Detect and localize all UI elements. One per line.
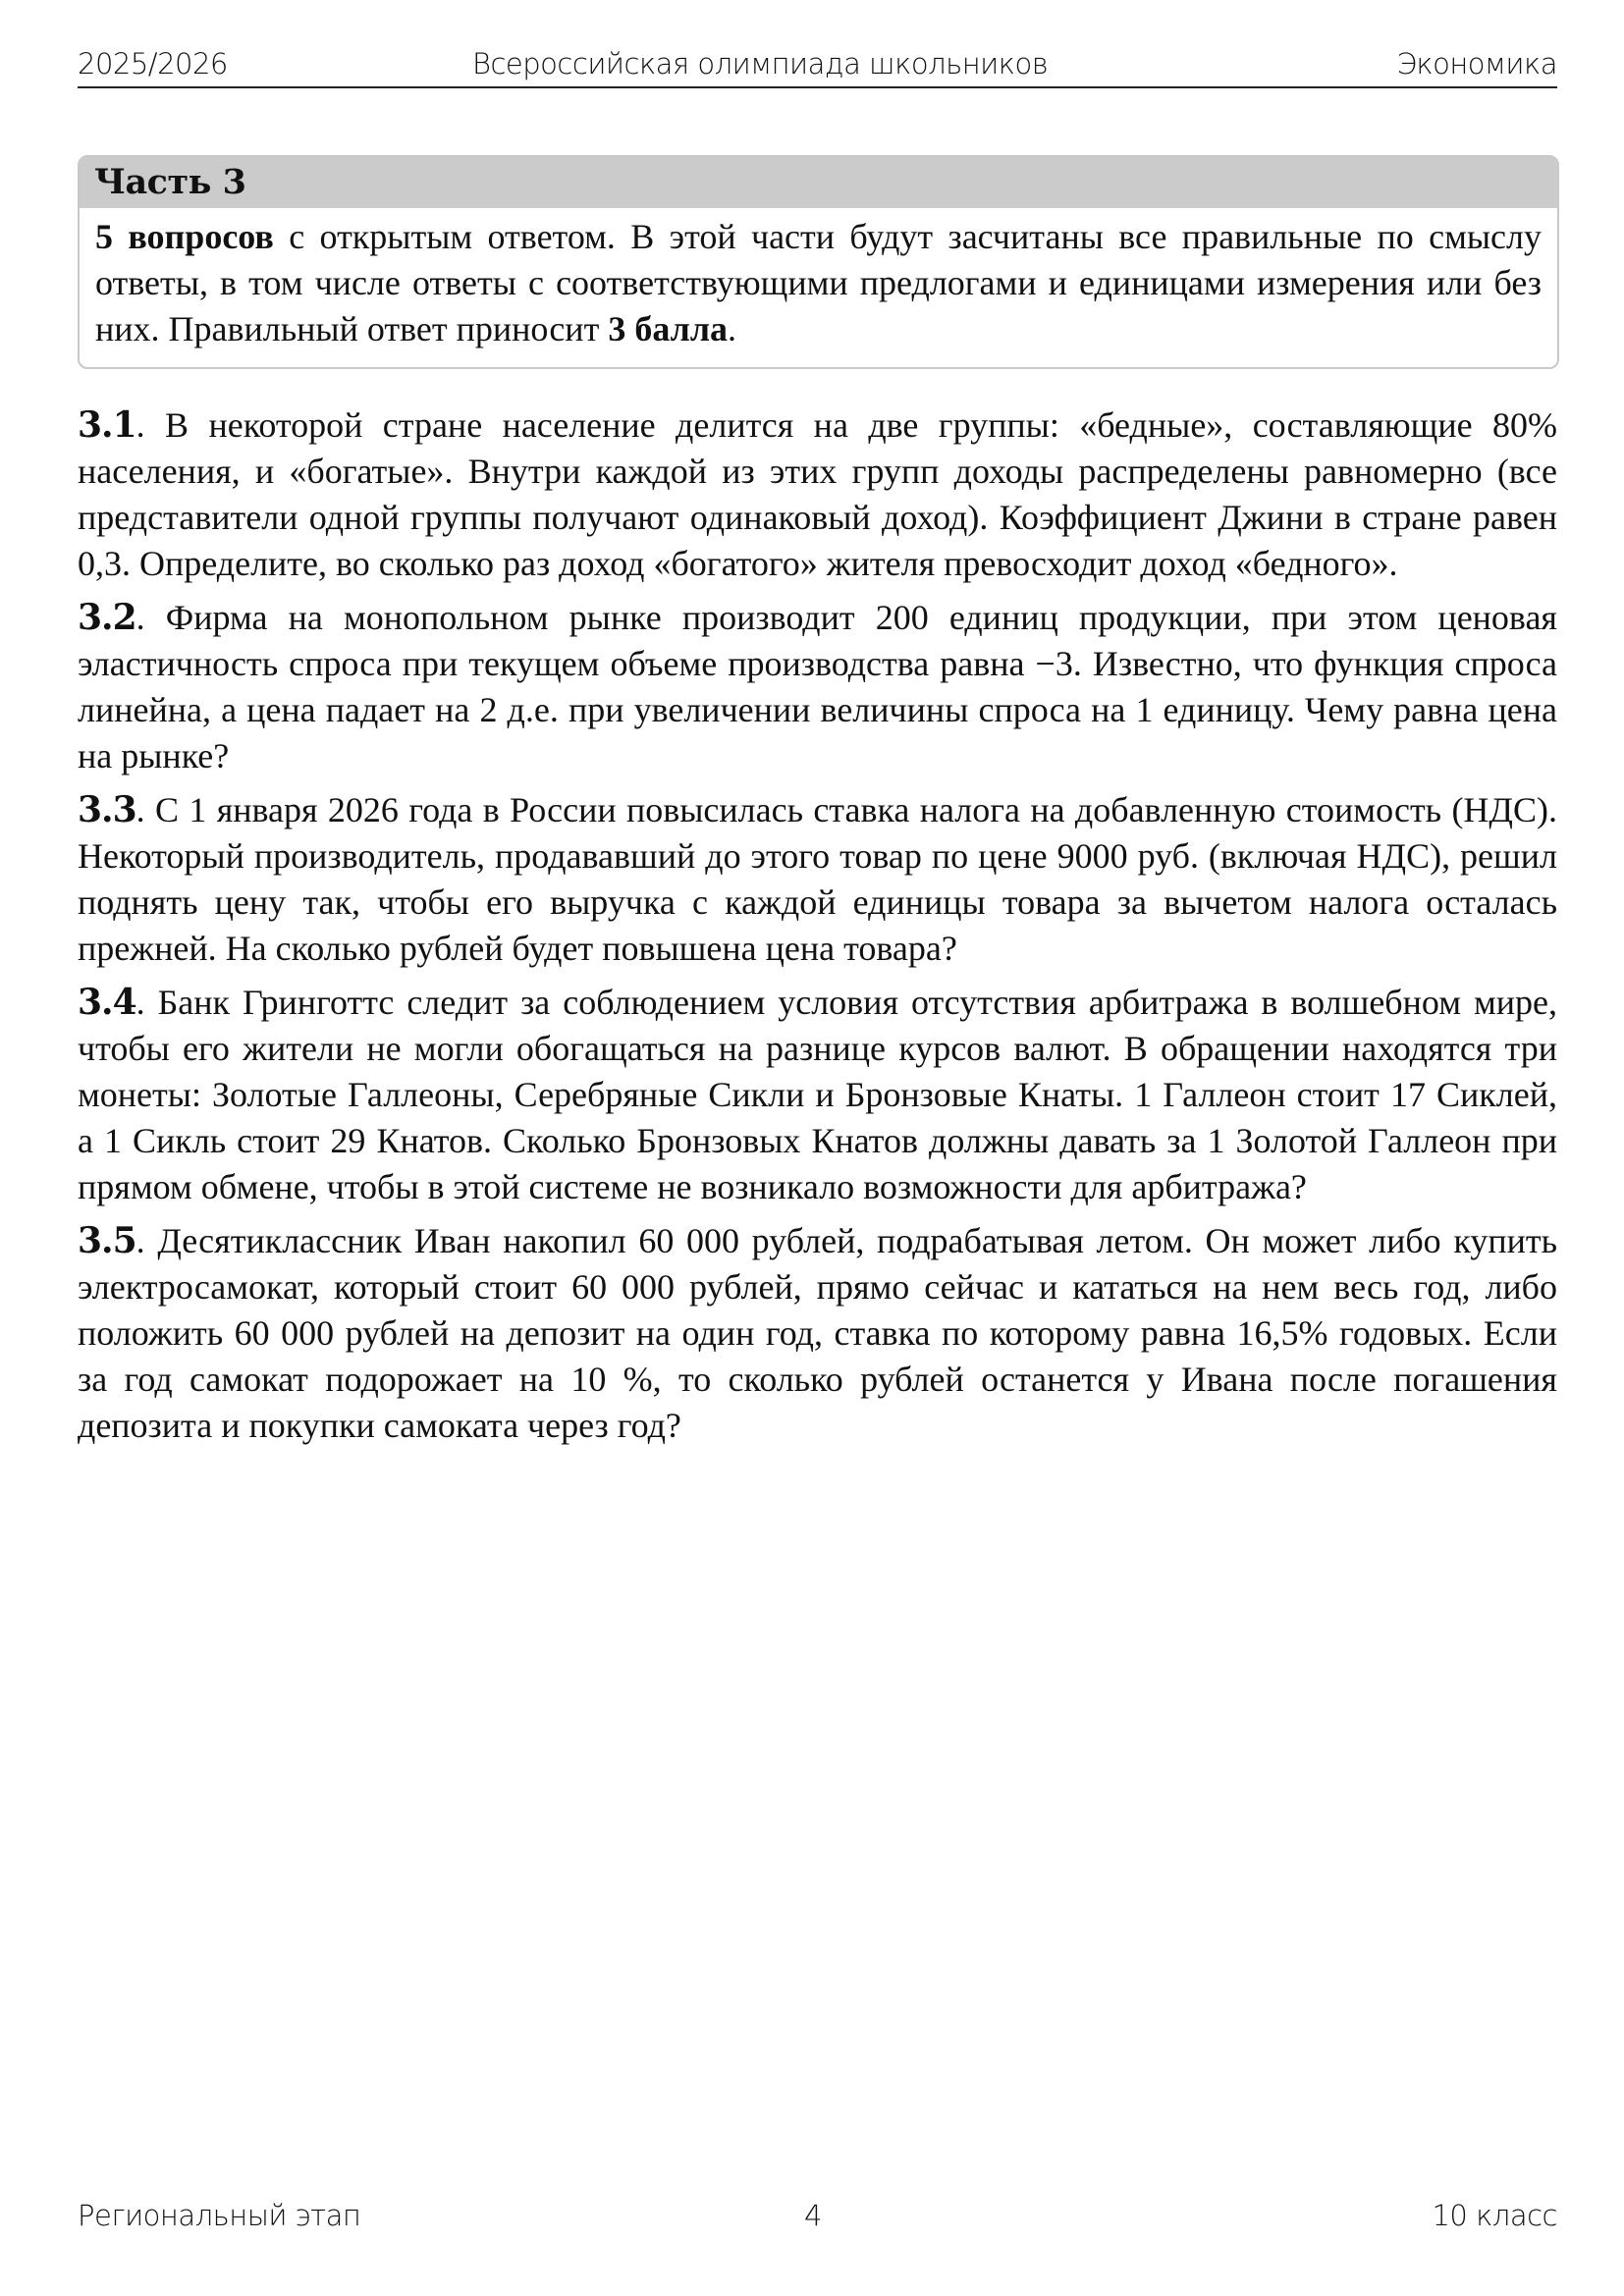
page-number: 4 xyxy=(804,2199,822,2232)
part-question-count: 5 вопросов xyxy=(95,217,274,256)
question-3-3 xyxy=(78,787,1557,972)
header-year: 2025/2026 xyxy=(78,47,228,80)
question-text: . Фирма на монопольном рынке производит 200 единиц продукции, при этом ценовая эластичность спроса при текущем объеме производства равна −3. Известно, что функция спроса линейна, а цена падает на 2 д.е. при увеличении величины спроса на 1 единицу. Чему равна цена на рынке? xyxy=(78,598,1557,775)
question-text: . В некоторой стране население делится на две группы: «бедные», составляющие 80% населения, и «богатые». Внутри каждой из этих групп доходы распределены равномерно (все представители одной группы получают одинаковый доход). Коэффициент Джини в стране равен 0,3. Определите, во сколько раз доход «богатого» жителя превосходит доход «бедного». xyxy=(78,405,1557,583)
question-3-1 xyxy=(78,402,1557,587)
question-number: 3.4 xyxy=(78,982,136,1023)
part-description-end: . xyxy=(728,309,737,348)
questions-list xyxy=(78,402,1557,1457)
part-points: 3 балла xyxy=(608,309,729,348)
header-title: Всероссийская олимпиада школьников xyxy=(472,47,1049,80)
part-title: Часть 3 xyxy=(80,157,1557,208)
page-footer xyxy=(78,2199,1557,2238)
question-number: 3.3 xyxy=(78,789,136,830)
question-3-5 xyxy=(78,1218,1557,1449)
footer-stage: Региональный этап xyxy=(78,2199,361,2232)
question-3-4 xyxy=(78,980,1557,1210)
part-description xyxy=(80,208,1557,352)
question-text: . Десятиклассник Иван накопил 60 000 рублей, подрабатывая летом. Он может либо купить электросамокат, который стоит 60 000 рублей, прямо сейчас и кататься на нем весь год, либо положить 60 000 рублей на депозит на один год, ставка по которому равна 16,5% годовых. Если за год самокат подорожает на 10 %, то сколько рублей останется у Ивана после погашения депозита и покупки самоката через год? xyxy=(78,1221,1557,1445)
footer-grade: 10 класс xyxy=(1432,2199,1557,2232)
question-number: 3.2 xyxy=(78,597,136,638)
header-subject: Экономика xyxy=(1396,47,1557,80)
question-3-2 xyxy=(78,595,1557,779)
part-description-text: с открытым ответом. В этой части будут засчитаны все правильные по смыслу ответы, в том числе ответы с соответствующими предлогами и единицами измерения или без них. Правильный ответ приносит xyxy=(95,217,1543,348)
question-text: . Банк Гринготтс следит за соблюдением условия отсутствия арбитража в волшебном мире, чтобы его жители не могли обогащаться на разнице курсов валют. В обращении находятся три монеты: Золотые Галлеоны, Серебряные Сикли и Бронзовые Кнаты. 1 Галлеон стоит 17 Сиклей, а 1 Сикль стоит 29 Кнатов. Сколько Бронзовых Кнатов должны давать за 1 Золотой Галлеон при прямом обмене, чтобы в этой системе не возникало возможности для арбитража? xyxy=(78,983,1557,1206)
question-text: . С 1 января 2026 года в России повысилась ставка налога на добавленную стоимость (НДС). Некоторый производитель, продававший до этого товар по цене 9000 руб. (включая НДС), решил поднять цену так, чтобы его выручка с каждой единицы товара за вычетом налога осталась прежней. На сколько рублей будет повышена цена товара? xyxy=(78,790,1557,968)
page-header xyxy=(78,43,1557,88)
part-info-box xyxy=(78,155,1559,369)
question-number: 3.1 xyxy=(78,404,136,446)
question-number: 3.5 xyxy=(78,1220,136,1261)
